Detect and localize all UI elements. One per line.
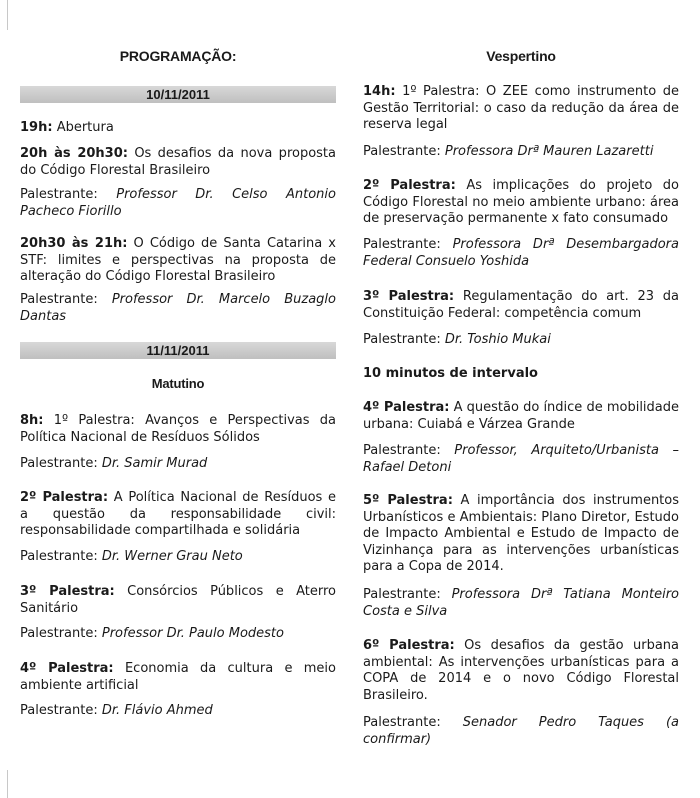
speaker-label: Palestrante: bbox=[20, 292, 98, 307]
speaker-name: Dr. Werner Grau Neto bbox=[101, 549, 243, 564]
session-heading-morning: Matutino bbox=[151, 376, 205, 391]
left-edge-line-bottom bbox=[7, 770, 8, 798]
speaker-label: Palestrante: bbox=[363, 715, 441, 730]
talk-item bbox=[363, 178, 679, 228]
talk-time: 8h: bbox=[20, 413, 44, 428]
speaker-name: Professora Drª Mauren Lazaretti bbox=[444, 144, 654, 159]
speaker-name: Dr. Flávio Ahmed bbox=[101, 703, 213, 718]
speaker-line bbox=[20, 549, 336, 566]
talk-label: 3º Palestra: bbox=[363, 289, 455, 304]
speaker-line bbox=[363, 587, 679, 620]
speaker-name: Professora Drª Desembargadora Federal Consuelo Yoshida bbox=[363, 237, 679, 269]
talk-title: Consórcios Públicos e Aterro Sanitário bbox=[20, 584, 336, 616]
talk-label: 2º Palestra: bbox=[20, 490, 109, 505]
talk-item bbox=[20, 146, 336, 179]
talk-time: 20h às 20h30: bbox=[20, 146, 128, 161]
speaker-name: Dr. Samir Murad bbox=[101, 456, 208, 471]
talk-item bbox=[20, 490, 336, 540]
talk-title: A importância dos instrumentos Urbanísticos e Ambientais: Plano Diretor, Estudo de Impacto Ambiental e Estudo de Impacto de Vizinhança para as intervenções urbanísticas para a Copa de 2014. bbox=[363, 493, 680, 574]
talk-item bbox=[363, 493, 679, 576]
talk-label: 3º Palestra: bbox=[20, 584, 115, 599]
talk-label: 6º Palestra: bbox=[363, 638, 455, 653]
session-heading-afternoon: Vespertino bbox=[486, 48, 556, 64]
opening-title: Abertura bbox=[56, 120, 114, 135]
talk-time: 14h: bbox=[363, 84, 396, 99]
speaker-label: Palestrante: bbox=[363, 144, 441, 159]
speaker-label: Palestrante: bbox=[363, 237, 441, 252]
speaker-name: Dr. Toshio Mukai bbox=[444, 332, 551, 347]
speaker-label: Palestrante: bbox=[363, 443, 441, 458]
talk-item bbox=[363, 400, 679, 433]
talk-label: 4º Palestra: bbox=[363, 400, 450, 415]
break-notice: 10 minutos de intervalo bbox=[363, 366, 538, 381]
speaker-line bbox=[20, 626, 336, 643]
talk-item bbox=[363, 289, 679, 322]
speaker-name: Professor Dr. Paulo Modesto bbox=[101, 626, 284, 641]
speaker-line bbox=[363, 144, 679, 161]
speaker-line bbox=[20, 456, 336, 473]
talk-time: 20h30 às 21h: bbox=[20, 236, 128, 251]
speaker-name: Professor, Arquiteto/Urbanista – Rafael Detoni bbox=[363, 443, 679, 475]
speaker-label: Palestrante: bbox=[20, 549, 98, 564]
talk-item bbox=[20, 661, 336, 694]
speaker-label: Palestrante: bbox=[20, 626, 98, 641]
talk-title: As implicações do projeto do Código Florestal no meio ambiente urbano: área de preservação permanente x fato consumado bbox=[363, 178, 679, 226]
opening-time: 19h: bbox=[20, 120, 53, 135]
speaker-line bbox=[20, 187, 336, 220]
opening-item bbox=[20, 120, 336, 137]
date-bar-day2: 11/11/2011 bbox=[20, 342, 336, 359]
speaker-label: Palestrante: bbox=[363, 587, 441, 602]
talk-title: O Código de Santa Catarina x STF: limites e perspectivas na proposta de alteração do Código Florestal Brasileiro bbox=[20, 236, 336, 284]
speaker-label: Palestrante: bbox=[20, 456, 98, 471]
talk-item bbox=[20, 584, 336, 617]
speaker-name: Professora Drª Tatiana Monteiro Costa e Silva bbox=[363, 587, 679, 619]
talk-title: A Política Nacional de Resíduos e a questão da responsabilidade civil: responsabilidade compartilhada e solidária bbox=[20, 490, 336, 538]
talk-item bbox=[363, 84, 679, 134]
talk-title: 1º Palestra: Avanços e Perspectivas da Política Nacional de Resíduos Sólidos bbox=[20, 413, 336, 445]
date-bar-day1: 10/11/2011 bbox=[20, 86, 336, 103]
talk-label: 5º Palestra: bbox=[363, 493, 453, 508]
talk-title: Os desafios da gestão urbana ambiental: As intervenções urbanísticas para a COPA de 2014 e o novo Código Florestal Brasileiro. bbox=[363, 638, 679, 703]
speaker-line bbox=[363, 715, 679, 748]
speaker-line bbox=[363, 237, 679, 270]
speaker-name: Senador Pedro Taques (a confirmar) bbox=[363, 715, 679, 747]
speaker-label: Palestrante: bbox=[20, 187, 98, 202]
talk-title: Economia da cultura e meio ambiente artificial bbox=[20, 661, 336, 693]
talk-item bbox=[363, 638, 679, 704]
speaker-name: Professor Dr. Celso Antonio Pacheco Fiorillo bbox=[20, 187, 336, 219]
left-edge-line bbox=[7, 0, 8, 30]
talk-title: Os desafios da nova proposta do Código Florestal Brasileiro bbox=[20, 146, 336, 178]
speaker-name: Professor Dr. Marcelo Buzaglo Dantas bbox=[20, 292, 336, 324]
speaker-line bbox=[20, 703, 336, 720]
talk-title: Regulamentação do art. 23 da Constituição Federal: competência comum bbox=[363, 289, 679, 321]
talk-item bbox=[20, 236, 336, 286]
talk-label: 4º Palestra: bbox=[20, 661, 114, 676]
talk-item bbox=[20, 413, 336, 446]
speaker-line bbox=[363, 332, 679, 349]
speaker-label: Palestrante: bbox=[20, 703, 98, 718]
talk-label: 2º Palestra: bbox=[363, 178, 456, 193]
speaker-label: Palestrante: bbox=[363, 332, 441, 347]
speaker-line bbox=[363, 443, 679, 476]
talk-title: A questão do índice de mobilidade urbana: Cuiabá e Várzea Grande bbox=[363, 400, 680, 432]
program-heading: PROGRAMAÇÃO: bbox=[119, 48, 237, 64]
speaker-line bbox=[20, 292, 336, 325]
talk-title: 1º Palestra: O ZEE como instrumento de Gestão Territorial: o caso da redução da área de reserva legal bbox=[363, 84, 680, 132]
